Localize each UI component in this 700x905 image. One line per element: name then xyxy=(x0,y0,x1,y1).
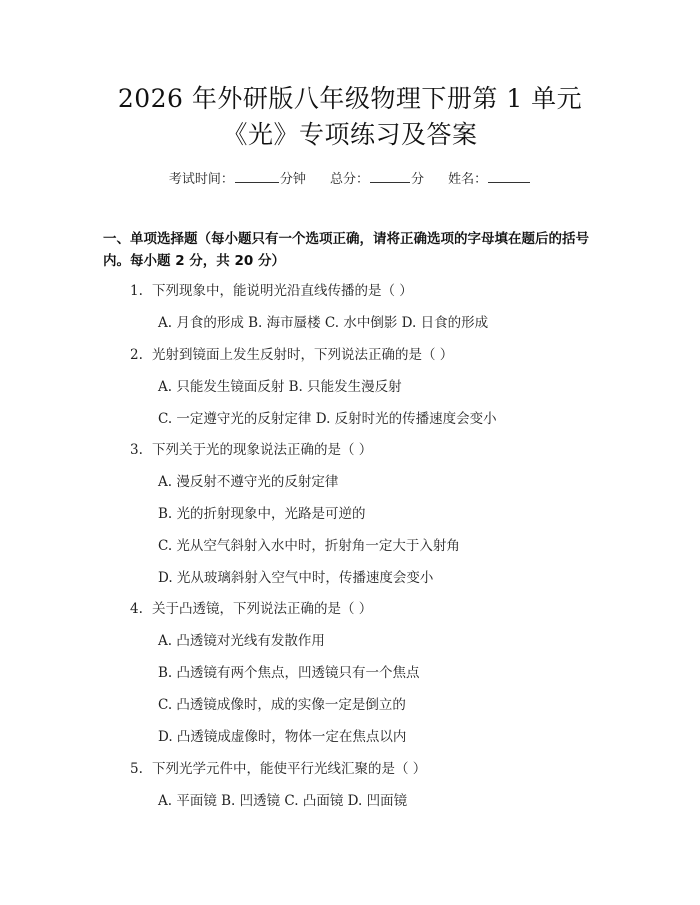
question-4-option-a: A. 凸透镜对光线有发散作用 xyxy=(158,633,325,649)
question-3-option-a: A. 漫反射不遵守光的反射定律 xyxy=(158,474,339,490)
question-4-option-b: B. 凸透镜有两个焦点，凹透镜只有一个焦点 xyxy=(158,665,420,681)
question-1-options: A. 月食的形成 B. 海市蜃楼 C. 水中倒影 D. 日食的形成 xyxy=(158,315,489,331)
question-3 xyxy=(130,441,372,459)
question-number: 3. xyxy=(130,442,143,458)
exam-info-row xyxy=(0,168,700,187)
exam-time-label: 考试时间： xyxy=(168,172,234,187)
exam-time-unit: 分钟 xyxy=(279,172,306,187)
question-4-option-d: D. 凸透镜成虚像时，物体一定在焦点以内 xyxy=(158,729,407,745)
question-text: 下列光学元件中，能使平行光线汇聚的是（ ） xyxy=(152,761,427,777)
question-3-option-d: D. 光从玻璃斜射入空气中时，传播速度会变小 xyxy=(158,570,434,586)
student-name-label: 姓名： xyxy=(448,172,488,187)
total-score-blank xyxy=(370,168,410,183)
section-heading: 一、单项选择题（每小题只有一个选项正确，请将正确选项的字母填在题后的括号内。每小题 2 分，共 20 分） xyxy=(103,231,589,269)
question-number: 5. xyxy=(130,761,143,777)
total-score-label: 总分： xyxy=(329,172,369,187)
question-text: 下列关于光的现象说法正确的是（ ） xyxy=(152,442,373,458)
student-name-blank xyxy=(488,168,530,183)
exam-time-blank xyxy=(235,168,279,183)
question-number: 2. xyxy=(130,347,143,363)
page-title-line1: 2026 年外研版八年级物理下册第 1 单元 xyxy=(117,84,583,113)
question-2-options-ab: A. 只能发生镜面反射 B. 只能发生漫反射 xyxy=(158,379,402,395)
total-score-unit: 分 xyxy=(411,172,425,187)
question-2-options-cd: C. 一定遵守光的反射定律 D. 反射时光的传播速度会变小 xyxy=(158,411,497,427)
question-3-option-b: B. 光的折射现象中，光路是可逆的 xyxy=(158,506,366,522)
question-number: 4. xyxy=(130,601,143,617)
question-1 xyxy=(130,282,413,300)
question-2 xyxy=(130,346,453,364)
question-3-option-c: C. 光从空气斜射入水中时，折射角一定大于入射角 xyxy=(158,538,460,554)
total-score-field xyxy=(330,168,424,187)
question-text: 下列现象中，能说明光沿直线传播的是（ ） xyxy=(152,283,413,299)
question-4-option-c: C. 凸透镜成像时，成的实像一定是倒立的 xyxy=(158,697,406,713)
question-4 xyxy=(130,600,372,618)
question-text: 关于凸透镜，下列说法正确的是（ ） xyxy=(152,601,373,617)
question-text: 光射到镜面上发生反射时，下列说法正确的是（ ） xyxy=(152,347,454,363)
student-name-field xyxy=(448,168,531,187)
question-5-options: A. 平面镜 B. 凹透镜 C. 凸面镜 D. 凹面镜 xyxy=(158,793,408,809)
exam-time-field xyxy=(169,168,306,187)
question-5 xyxy=(130,760,426,778)
question-number: 1. xyxy=(130,283,143,299)
page-title-line2: 《光》专项练习及答案 xyxy=(222,120,478,149)
